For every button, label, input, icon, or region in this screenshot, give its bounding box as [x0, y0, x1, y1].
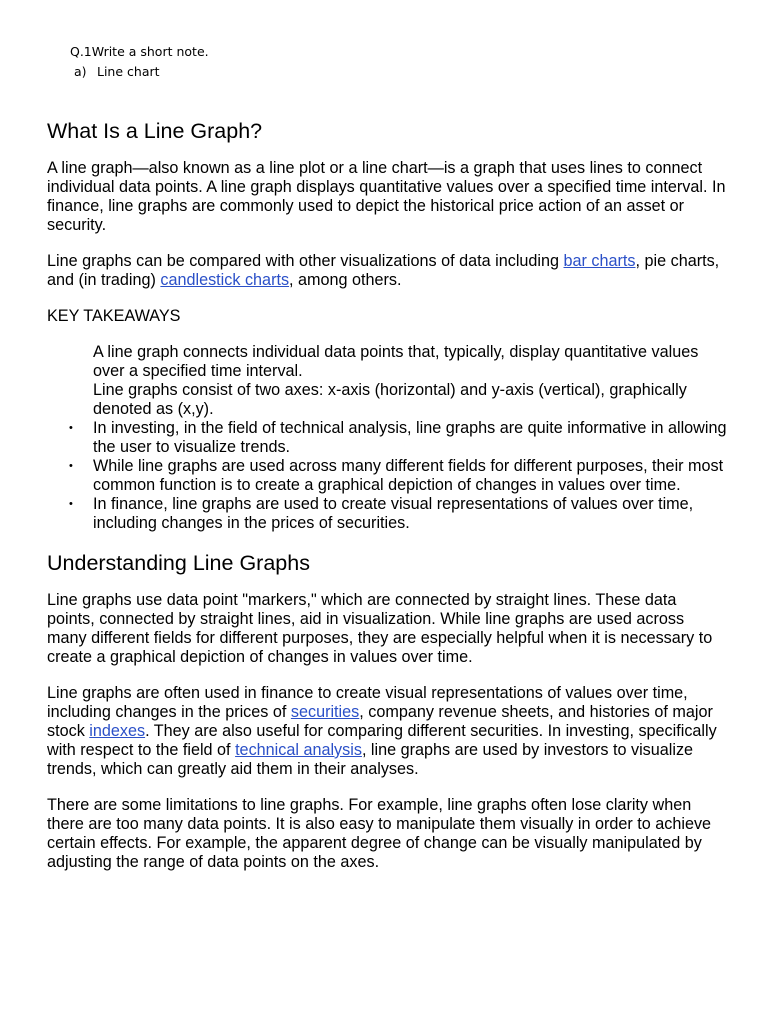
section-paragraph: Line graphs use data point "markers," which are connected by straight lines. These data points, connected by straight lines, aid in visualization. While line graphs are used across many different fields for different purposes, they are especially helpful when it is necessary to create a graphical depiction of changes in values over time.	[47, 591, 713, 666]
bar-charts-link[interactable]: bar charts	[563, 252, 636, 270]
section-title: Understanding Line Graphs	[47, 551, 310, 575]
article-body	[47, 118, 727, 889]
question-heading: Q.1Write a short note.	[70, 44, 209, 59]
limitations-paragraph: There are some limitations to line graphs. For example, line graphs often lose clarity when there are too many data points. It is also easy to manipulate them visually in order to achieve certain effects. For example, the apparent degree of change can be visually manipulated by adjusting the range of data points on the axes.	[47, 796, 712, 871]
technical-analysis-link[interactable]: technical analysis	[235, 741, 362, 759]
sub-question-marker: a)	[74, 64, 87, 79]
para2-text-3: . They are also useful for comparing different securities. In investing, specifically with respect to the field of	[47, 722, 717, 759]
compare-paragraph	[47, 252, 727, 290]
takeaway-item: Line graphs consist of two axes: x-axis (horizontal) and y-axis (vertical), graphically denoted as (x,y).	[93, 381, 687, 418]
takeaway-item: • In investing, in the field of technical analysis, line graphs are quite informative in allowing the user to visualize trends.	[93, 419, 727, 457]
compare-text-after: , among others.	[289, 271, 402, 289]
securities-link[interactable]: securities	[290, 703, 360, 721]
key-takeaways-list	[47, 343, 727, 533]
para2-text-1: Line graphs are often used in finance to create visual representations of values over time, including changes in the prices of	[47, 684, 688, 721]
sub-question	[74, 64, 160, 80]
takeaway-item: • While line graphs are used across many different fields for different purposes, their most common function is to create a graphical depiction of changes in values over time.	[93, 457, 727, 495]
compare-text-middle: , pie charts, and (in trading)	[47, 252, 720, 289]
candlestick-charts-link[interactable]: candlestick charts	[160, 271, 290, 289]
takeaway-item: • In finance, line graphs are used to create visual representations of values over time, including changes in the prices of securities.	[93, 495, 727, 533]
para2-text-2: , company revenue sheets, and histories of major stock	[47, 703, 713, 740]
takeaway-item: A line graph connects individual data points that, typically, display quantitative values over a specified time interval.	[93, 343, 699, 380]
key-takeaways-heading: KEY TAKEAWAYS	[47, 307, 181, 325]
sub-question-label: Line chart	[97, 64, 160, 79]
intro-paragraph: A line graph—also known as a line plot or a line chart—is a graph that uses lines to connect individual data points. A line graph displays quantitative values over a specified time interval. In finance, line graphs are commonly used to depict the historical price action of an asset or security.	[47, 159, 726, 234]
para2-text-4: , line graphs are used by investors to visualize trends, which can greatly aid them in their analyses.	[47, 741, 694, 778]
indexes-link[interactable]: indexes	[89, 722, 146, 740]
compare-text-before: Line graphs can be compared with other visualizations of data including	[47, 252, 564, 270]
section-paragraph-finance	[47, 684, 727, 779]
article-title: What Is a Line Graph?	[47, 119, 263, 143]
